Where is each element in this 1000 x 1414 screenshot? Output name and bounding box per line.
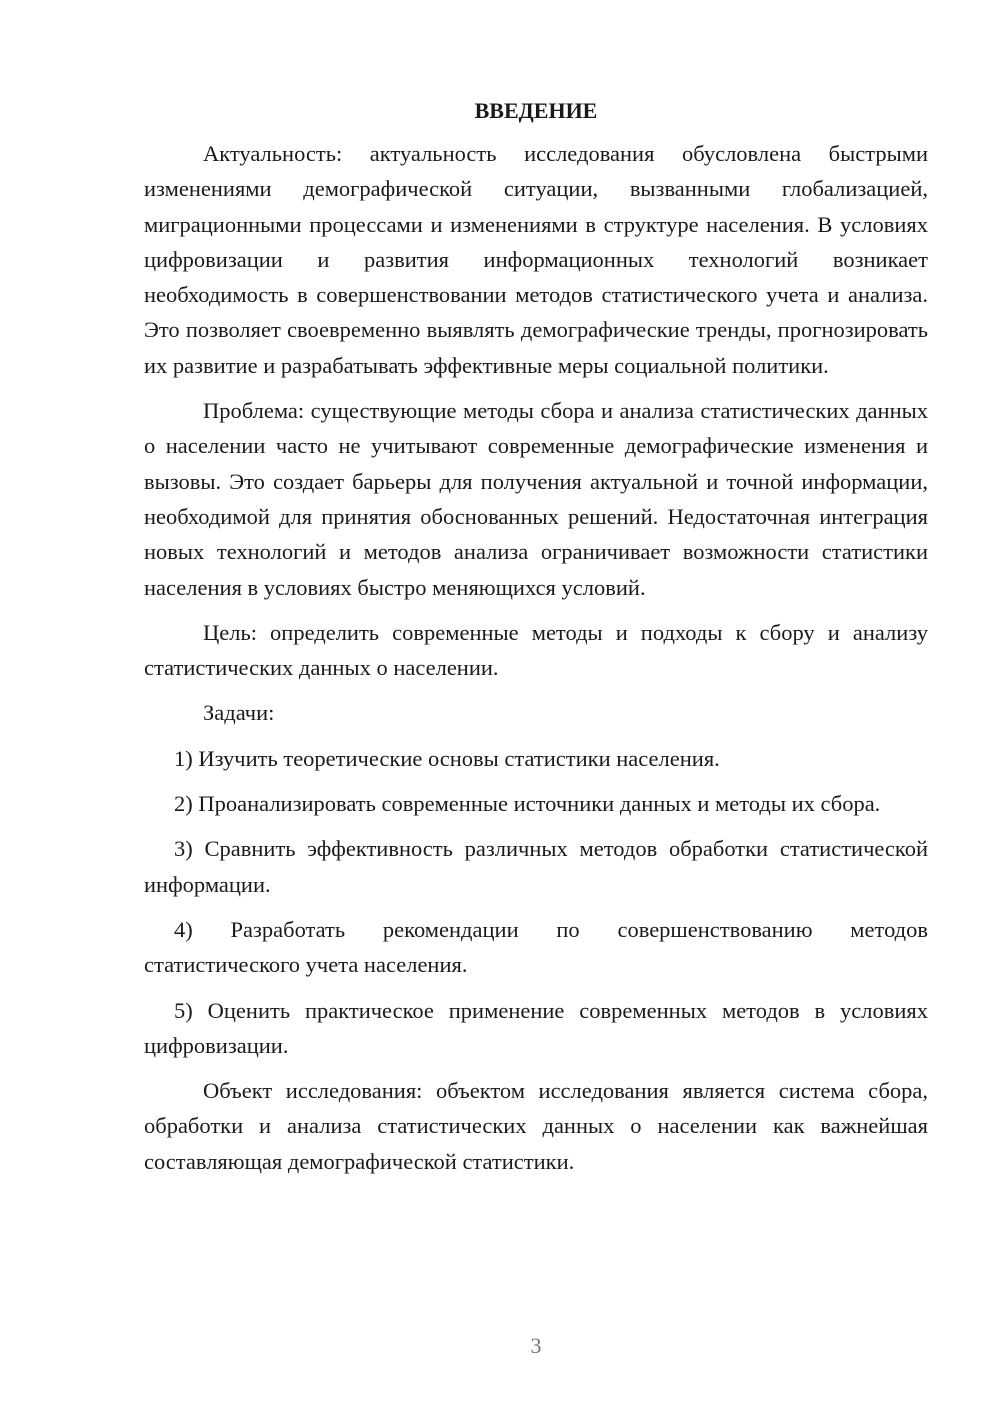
goal-paragraph: Цель: определить современные методы и подходы к сбору и анализу статистических данных о населении. [144,619,928,681]
object-paragraph: Объект исследования: объектом исследования является система сбора, обработки и анализа статистических данных о населении как важнейшая составляющая демографической статистики. [144,1078,928,1174]
task-item: 3) Сравнить эффективность различных методов обработки статистической информации. [144,836,928,897]
relevance-paragraph: Актуальность: актуальность исследования обусловлена быстрыми изменениями демографической ситуации, вызванными глобализацией, миграционными процессами и изменениями в структуре населения. В условиях цифровизации и развития информационных технологий возникает необходимость в совершенствовании методов статистического учета и анализа. Это позволяет своевременно выявлять демографические тренды, прогнозировать их развитие и разрабатывать эффективные меры социальной политики. [144,141,928,378]
task-item: 2) Проанализировать современные источники данных и методы их сбора. [174,791,881,817]
tasks-heading: Задачи: [203,700,275,726]
task-item: 1) Изучить теоретические основы статистики населения. [174,745,720,771]
problem-paragraph: Проблема: существующие методы сбора и анализа статистических данных о населении часто не учитывают современные демографические изменения и вызовы. Это создает барьеры для получения актуальной и точной информации, необходимой для принятия обоснованных решений. Недостаточная интеграция новых технологий и методов анализа ограничивает возможности статистики населения в условиях быстро меняющихся условий. [144,398,928,600]
task-item: 5) Оценить практическое применение современных методов в условиях цифровизации. [144,997,928,1058]
task-item: 4) Разработать рекомендации по совершенствованию методов статистического учета населения. [144,916,928,978]
page-title: ВВЕДЕНИЕ [474,98,598,123]
page-content [144,96,928,1189]
page-number: 3 [530,1333,542,1358]
